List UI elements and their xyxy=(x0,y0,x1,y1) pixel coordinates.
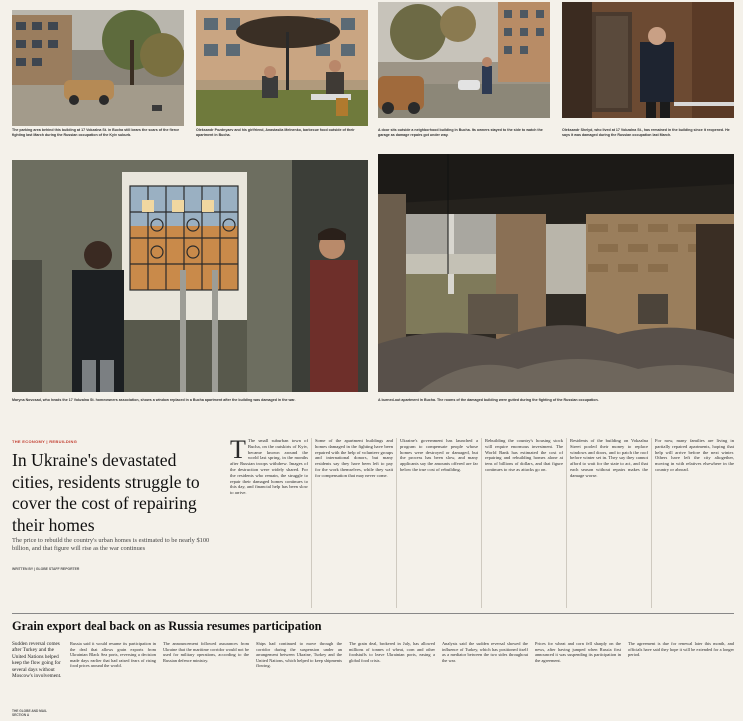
article-byline: WRITTEN BY | GLOBE STAFF REPORTER xyxy=(12,567,80,571)
article-headline: In Ukraine's devastated cities, residents struggle to cover the cost of repairing their homes xyxy=(12,450,200,535)
caption-street: A door sits outside a neighborhood building in Bucha. Its owners stayed to the side to watch the garage as damage repairs got under way. xyxy=(378,128,543,137)
footer-section: SECTION A xyxy=(12,713,30,717)
grain-column-2: The announcement followed assurances from Ukraine that the maritime corridor would not be used for military operations, according to the Russian defence ministry. xyxy=(163,641,249,663)
grain-column-7: The agreement is due for renewal later this month, and officials have said they hope it will be extended for a longer period. xyxy=(628,641,734,658)
column-separator xyxy=(311,438,312,608)
article-deck: The price to rebuild the country's urban homes is estimated to be nearly $100 billion, and that figure will rise as the war continues xyxy=(12,537,210,552)
caption-doorway-man: Oleksandr Shelyd, who lived at 17 Vokzalna St., has remained in the building since it reopened. He says it was damaged during the Russian occupation last March. xyxy=(562,128,730,137)
article-column-1-text: The small suburban town of Bucha, on the outskirts of Kyiv, became known around the world last spring, in the months after Russian troops withdrew. Images of the destruction were widely shared. For the residents who remain, the struggle to repair their damaged homes continues to this day, and financial help has been slow to arrive. xyxy=(230,438,308,496)
grain-column-4: The grain deal, brokered in July, has allowed millions of tonnes of wheat, corn and other foodstuffs to leave Ukrainian ports, easing a global food crisis. xyxy=(349,641,435,663)
grain-summary: Sudden reversal comes after Turkey and the United Nations helped keep the flow going for several days without Moscow's involvement. xyxy=(12,641,62,680)
photo-burned-apartment xyxy=(378,154,734,392)
caption-parking-lot: The parking area behind this building at 17 Vokzalna St. in Bucha still bears the scars of the fierce fighting last March during the Russian occupation of the Kyiv suburb. xyxy=(12,128,180,137)
grain-column-3: Ships had continued to move through the corridor during the suspension under an arrangement between Ukraine, Turkey and the United Nations, which helped to keep shipments flowing. xyxy=(256,641,342,669)
grain-column-5: Analysts said the sudden reversal showed the influence of Turkey, which has positioned itself as a mediator between the two sides throughout the war. xyxy=(442,641,528,663)
column-separator xyxy=(651,438,652,608)
drop-cap: T xyxy=(230,438,246,464)
photo-parking-lot xyxy=(12,10,184,126)
caption-barbecue: Oleksandr Pozdnyaev and his girlfriend, Anastasiia Melnenko, barbecue food outside of their apartment in Bucha. xyxy=(196,128,355,137)
article-column-6: For now, many families are living in partially repaired apartments, hoping that help will arrive before the next winter. Others have left the city altogether, moving in with relatives elsewhere in the country or abroad. xyxy=(655,438,734,472)
article-column-5: Residents of the building on Vokzalna Street pooled their money to replace windows and doors, and to patch the roof before winter set in. They say they cannot afford to wait for the state to act, and that each season without repairs makes the damage worse. xyxy=(570,438,648,478)
column-separator xyxy=(481,438,482,608)
grain-headline: Grain export deal back on as Russia resumes participation xyxy=(12,619,322,633)
grain-column-1: Russia said it would resume its participation in the deal that allows grain exports from Ukrainian Black Sea ports, reversing a decision made days earlier that had raised fears of rising food prices around the world. xyxy=(70,641,156,669)
article-kicker: THE ECONOMY | REBUILDING xyxy=(12,439,78,444)
article-column-1 xyxy=(230,438,308,608)
caption-window-inspection: Maryna Novosad, who heads the 17 Vokzalna St. homeowners association, shows a window replaced in a Bucha apartment after the building was damaged in the war. xyxy=(12,398,296,402)
photo-doorway-man xyxy=(562,2,734,118)
caption-burned-apartment: A burned-out apartment in Bucha. The rooms of the damaged building were gutted during the fighting of the Russian occupation. xyxy=(378,398,599,402)
article-column-2: Some of the apartment buildings and homes damaged in the fighting have been repaired with the help of volunteer groups and international donors, but many residents say they have been left to pay for the work themselves, while they wait for compensation that may never come. xyxy=(315,438,393,478)
article-column-4: Rebuilding the country's housing stock will require enormous investment. The World Bank has estimated the cost of repairing and rebuilding homes alone at tens of billions of dollars, and that figure continues to rise as attacks go on. xyxy=(485,438,563,472)
photo-window-inspection xyxy=(12,160,368,392)
section-divider xyxy=(12,613,734,614)
article-column-3: Ukraine's government has launched a program to compensate people whose homes were destroyed or damaged, but the process has been slow, and many applicants say the amounts offered are far below the true cost of rebuilding. xyxy=(400,438,478,472)
footer-publication: THE GLOBE AND MAIL xyxy=(12,709,47,713)
page-footer xyxy=(12,709,47,717)
photo-barbecue xyxy=(196,10,368,126)
column-separator xyxy=(566,438,567,608)
column-separator xyxy=(396,438,397,608)
photo-street xyxy=(378,2,550,118)
grain-column-6: Prices for wheat and corn fell sharply on the news, after having jumped when Russia first announced it was suspending its participation in the agreement. xyxy=(535,641,621,663)
